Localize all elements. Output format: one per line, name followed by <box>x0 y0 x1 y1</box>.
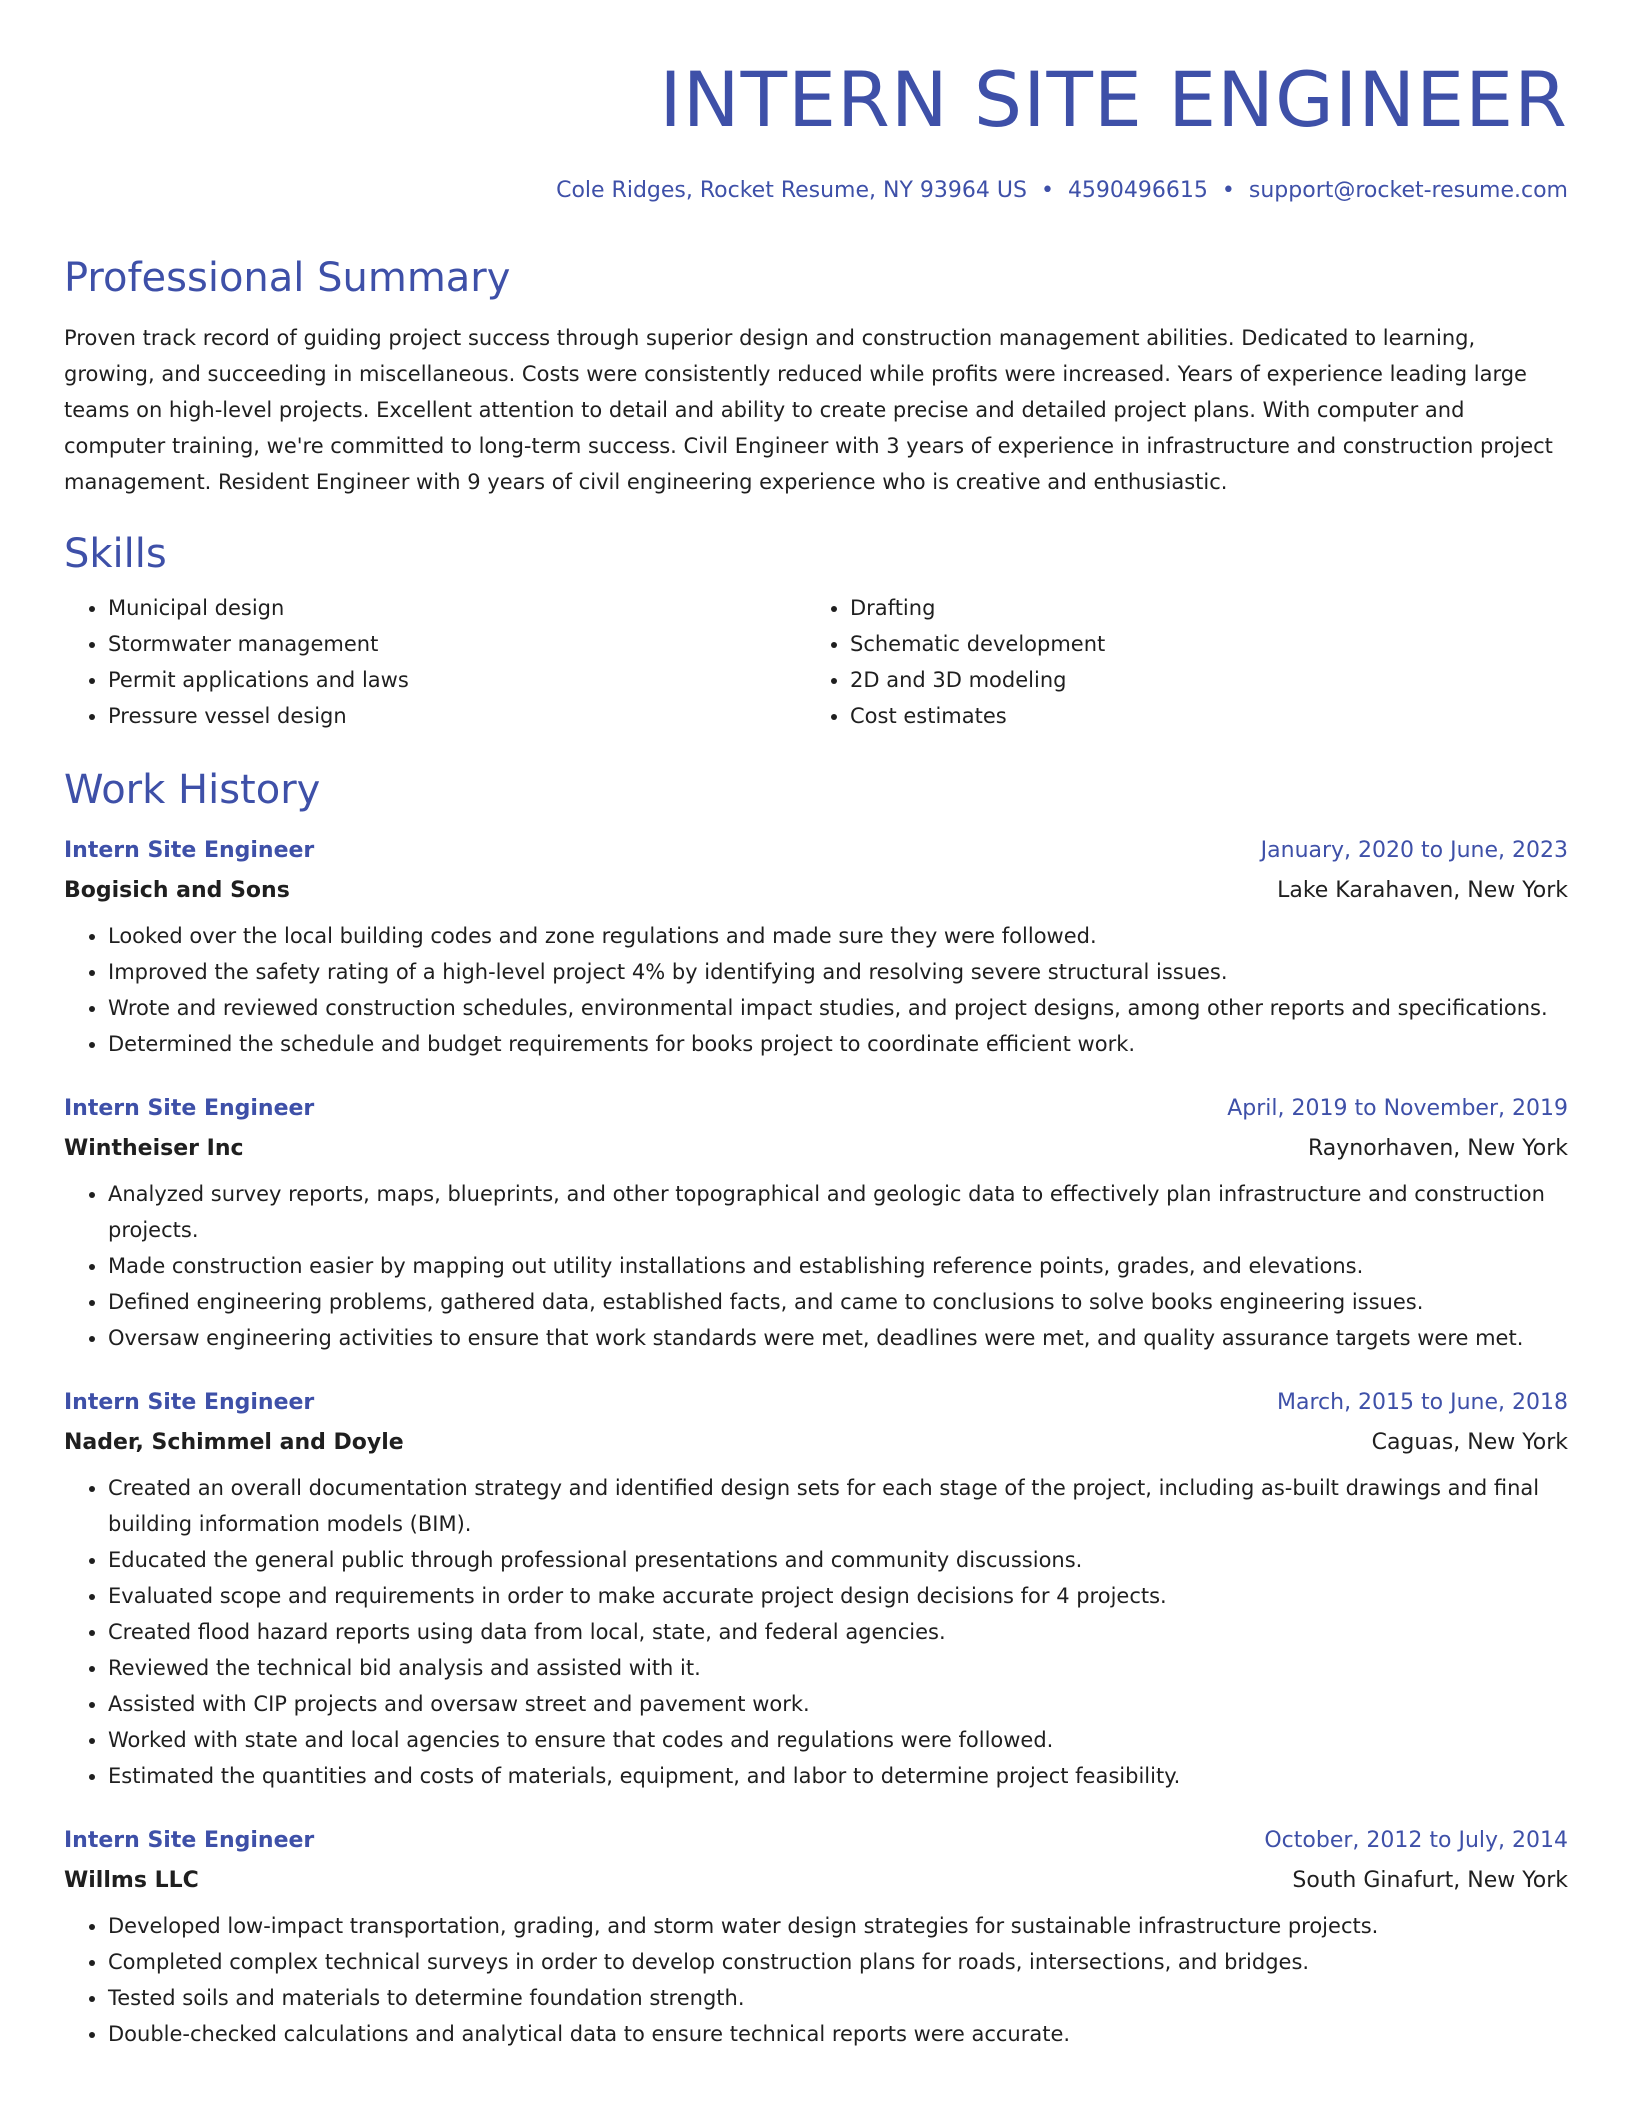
job-company: Willms LLC <box>64 1868 199 1893</box>
contact-address: Cole Ridges, Rocket Resume, NY 93964 US <box>556 178 1027 203</box>
skill-item: • Cost estimates <box>850 698 1548 734</box>
job-bullet: • Evaluated scope and requirements in order to make accurate project design decisions for 4 projects. <box>108 1578 1568 1614</box>
job-bullets <box>64 1470 1568 1794</box>
job-bullet: • Completed complex technical surveys in order to develop construction plans for roads, intersections, and bridges. <box>108 1944 1568 1980</box>
job-title: Intern Site Engineer <box>64 1390 315 1415</box>
job-bullet: • Developed low-impact transportation, grading, and storm water design strategies for sustainable infrastructure projects. <box>108 1908 1568 1944</box>
job-entry <box>64 1392 1568 1794</box>
job-bullet: • Looked over the local building codes and zone regulations and made sure they were followed. <box>108 918 1568 954</box>
skill-item: • Drafting <box>850 590 1548 626</box>
contact-email: support@rocket-resume.com <box>1248 178 1568 203</box>
job-bullet: • Defined engineering problems, gathered data, established facts, and came to conclusions to solve books engineering issues. <box>108 1284 1568 1320</box>
skill-item: • Schematic development <box>850 626 1548 662</box>
work-history-section-title: Work History <box>64 767 321 813</box>
job-bullet: • Wrote and reviewed construction schedules, environmental impact studies, and project designs, among other reports and specifications. <box>108 990 1568 1026</box>
job-company: Wintheiser Inc <box>64 1136 244 1161</box>
contact-separator: • <box>1040 178 1054 203</box>
job-entry <box>64 840 1568 1062</box>
job-bullet: • Estimated the quantities and costs of materials, equipment, and labor to determine project feasibility. <box>108 1758 1568 1794</box>
resume-page <box>64 0 1568 2052</box>
job-dates: April, 2019 to November, 2019 <box>1227 1096 1568 1121</box>
job-title: Intern Site Engineer <box>64 1096 315 1121</box>
job-bullet: • Created an overall documentation strategy and identified design sets for each stage of the project, including as-built drawings and final building information models (BIM). <box>108 1470 1568 1542</box>
job-bullet: • Analyzed survey reports, maps, blueprints, and other topographical and geologic data to effectively plan infrastructure and construction projects. <box>108 1176 1568 1248</box>
summary-text: Proven track record of guiding project success through superior design and construction management abilities. Dedicated to learning, growing, and succeeding in miscellaneous. Costs were consistently reduced while profits were increased. Years of experience leading large teams on high-level projects. Excellent attention to detail and ability to create precise and detailed project plans. With computer and computer training, we're committed to long-term success. Civil Engineer with 3 years of experience in infrastructure and construction project management. Resident Engineer with 9 years of civil engineering experience who is creative and enthusiastic. <box>64 326 1553 494</box>
contact-phone: 4590496615 <box>1067 178 1208 203</box>
job-bullet: • Improved the safety rating of a high-level project 4% by identifying and resolving severe structural issues. <box>108 954 1568 990</box>
job-bullets <box>64 1176 1568 1356</box>
job-bullet: • Reviewed the technical bid analysis and assisted with it. <box>108 1650 1568 1686</box>
job-location: Lake Karahaven, New York <box>1277 878 1568 903</box>
job-bullet: • Worked with state and local agencies to ensure that codes and regulations were followed. <box>108 1722 1568 1758</box>
skill-item: • Pressure vessel design <box>108 698 806 734</box>
resume-name-heading: INTERN SITE ENGINEER <box>659 55 1568 144</box>
job-dates: January, 2020 to June, 2023 <box>1260 838 1568 863</box>
skills-column-left <box>64 590 806 734</box>
job-dates: October, 2012 to July, 2014 <box>1264 1828 1568 1853</box>
job-bullets <box>64 1908 1568 2052</box>
job-bullet: • Determined the schedule and budget requirements for books project to coordinate efficient work. <box>108 1026 1568 1062</box>
skill-item: • Stormwater management <box>108 626 806 662</box>
skill-item: • Permit applications and laws <box>108 662 806 698</box>
job-title: Intern Site Engineer <box>64 838 315 863</box>
job-bullet: • Educated the general public through professional presentations and community discussions. <box>108 1542 1568 1578</box>
job-bullet: • Assisted with CIP projects and oversaw street and pavement work. <box>108 1686 1568 1722</box>
job-title: Intern Site Engineer <box>64 1828 315 1853</box>
contact-line <box>64 180 1568 202</box>
skill-item: • 2D and 3D modeling <box>850 662 1548 698</box>
skill-item: • Municipal design <box>108 590 806 626</box>
job-entry <box>64 1098 1568 1356</box>
job-location: Caguas, New York <box>1371 1430 1568 1455</box>
skills-list <box>64 590 1568 734</box>
job-bullets <box>64 918 1568 1062</box>
job-bullet: • Created flood hazard reports using data from local, state, and federal agencies. <box>108 1614 1568 1650</box>
skills-section-title: Skills <box>64 531 167 577</box>
job-bullet: • Tested soils and materials to determine foundation strength. <box>108 1980 1568 2016</box>
job-bullet: • Double-checked calculations and analytical data to ensure technical reports were accurate. <box>108 2016 1568 2052</box>
job-bullet: • Oversaw engineering activities to ensure that work standards were met, deadlines were met, and quality assurance targets were met. <box>108 1320 1568 1356</box>
job-bullet: • Made construction easier by mapping out utility installations and establishing reference points, grades, and elevations. <box>108 1248 1568 1284</box>
contact-separator: • <box>1221 178 1235 203</box>
skills-column-right <box>806 590 1548 734</box>
job-location: Raynorhaven, New York <box>1307 1136 1568 1161</box>
job-location: South Ginafurt, New York <box>1292 1868 1568 1893</box>
job-company: Nader, Schimmel and Doyle <box>64 1430 404 1455</box>
job-dates: March, 2015 to June, 2018 <box>1277 1390 1568 1415</box>
job-company: Bogisich and Sons <box>64 878 290 903</box>
summary-section-title: Professional Summary <box>64 255 511 301</box>
job-entry <box>64 1830 1568 2052</box>
